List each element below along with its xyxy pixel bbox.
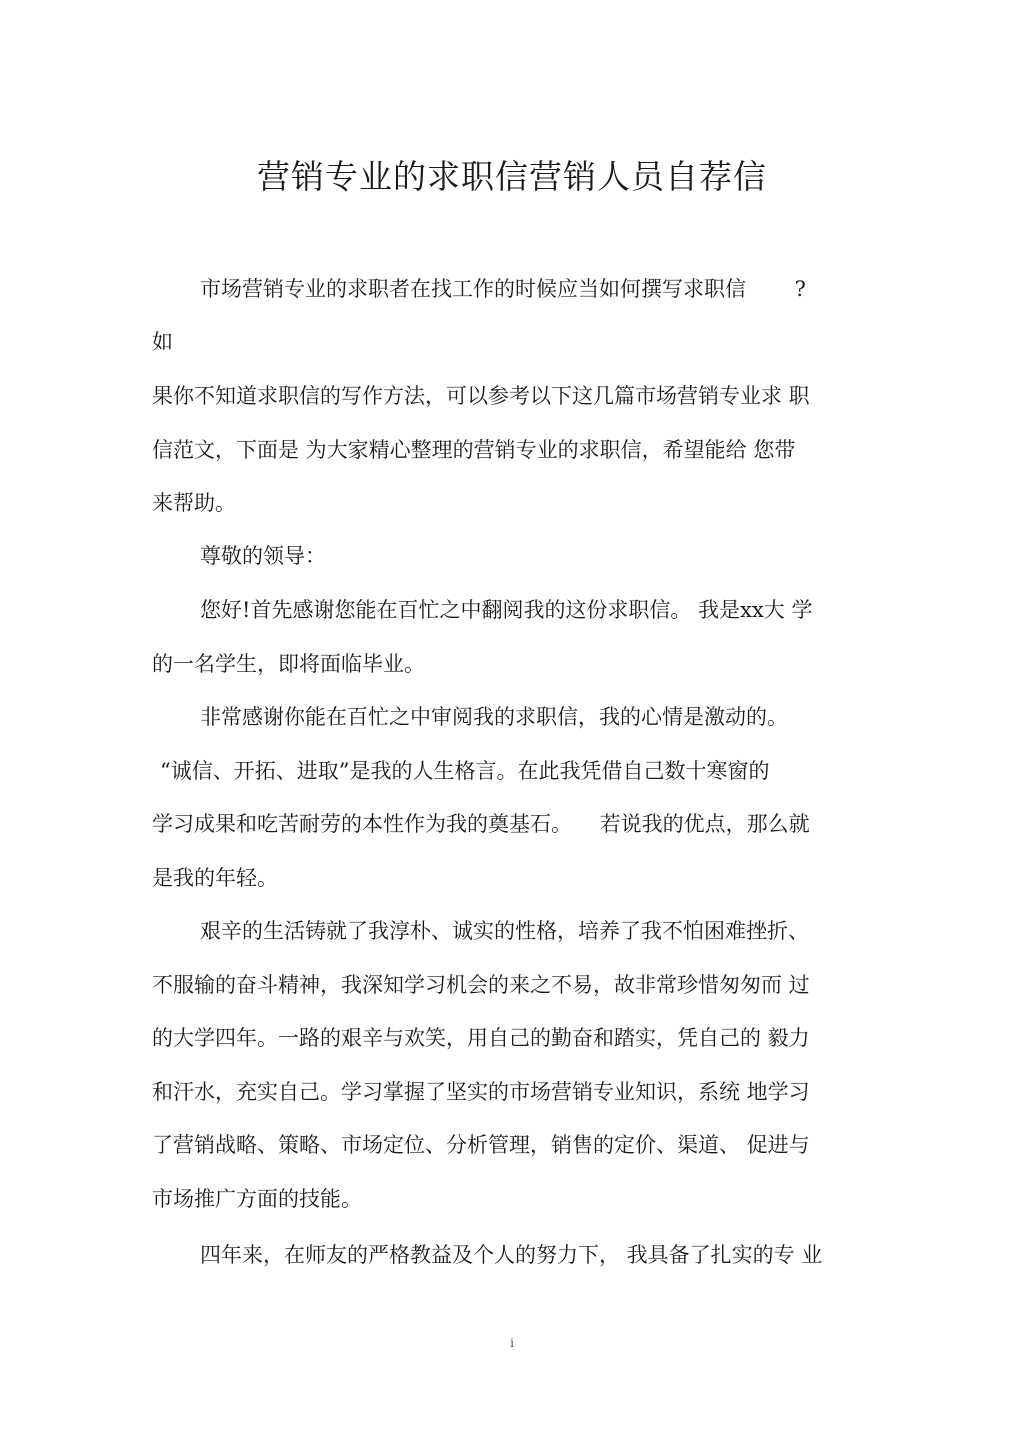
paragraph-line: 和汗水，充实自己。学习掌握了坚实的市场营销专业知识，系统 地学习: [152, 1080, 810, 1104]
paragraph-line: 您好!首先感谢您能在百忙之中翻阅我的这份求职信。 我是xx大 学: [200, 598, 813, 622]
paragraph-line: 学习成果和吃苦耐劳的本性作为我的奠基石。 若说我的优点，那么就: [152, 812, 810, 836]
salutation: 尊敬的领导：: [200, 544, 326, 568]
paragraph-line: 是我的年轻。: [152, 866, 278, 890]
paragraph-line: 非常感谢你能在百忙之中审阅我的求职信，我的心情是激动的。: [200, 705, 788, 729]
paragraph-line: 了营销战略、策略、市场定位、分析管理，销售的定价、渠道、 促进与: [152, 1133, 810, 1157]
document-title: 营销专业的求职信营销人员自荐信: [257, 157, 767, 196]
paragraph-line: 信范文，下面是 为大家精心整理的营销专业的求职信，希望能给 您带: [152, 438, 796, 462]
paragraph-line: 不服输的奋斗精神，我深知学习机会的来之不易，故非常珍惜匆匆而 过: [152, 973, 810, 997]
page-number: i: [510, 1336, 514, 1350]
paragraph-line: 市场营销专业的求职者在找工作的时候应当如何撰写求职信 ?: [200, 277, 806, 301]
paragraph-line: 艰辛的生活铸就了我淳朴、诚实的性格，培养了我不怕困难挫折、: [200, 919, 809, 943]
paragraph-line: 如: [152, 330, 173, 354]
paragraph-line: 四年来，在师友的严格教益及个人的努力下， 我具备了扎实的专 业: [200, 1243, 823, 1267]
paragraph-line: 的大学四年。一路的艰辛与欢笑，用自己的勤奋和踏实，凭自己的 毅力: [152, 1026, 810, 1050]
paragraph-line: “诚信、开拓、进取”是我的人生格言。在此我凭借自己数十寒窗的: [160, 759, 770, 783]
paragraph-line: 的一名学生，即将面临毕业。: [152, 652, 425, 676]
paragraph-line: 来帮助。: [152, 491, 236, 515]
paragraph-line: 果你不知道求职信的写作方法，可以参考以下这几篇市场营销专业求 职: [152, 384, 810, 408]
paragraph-line: 市场推广方面的技能。: [152, 1187, 362, 1211]
